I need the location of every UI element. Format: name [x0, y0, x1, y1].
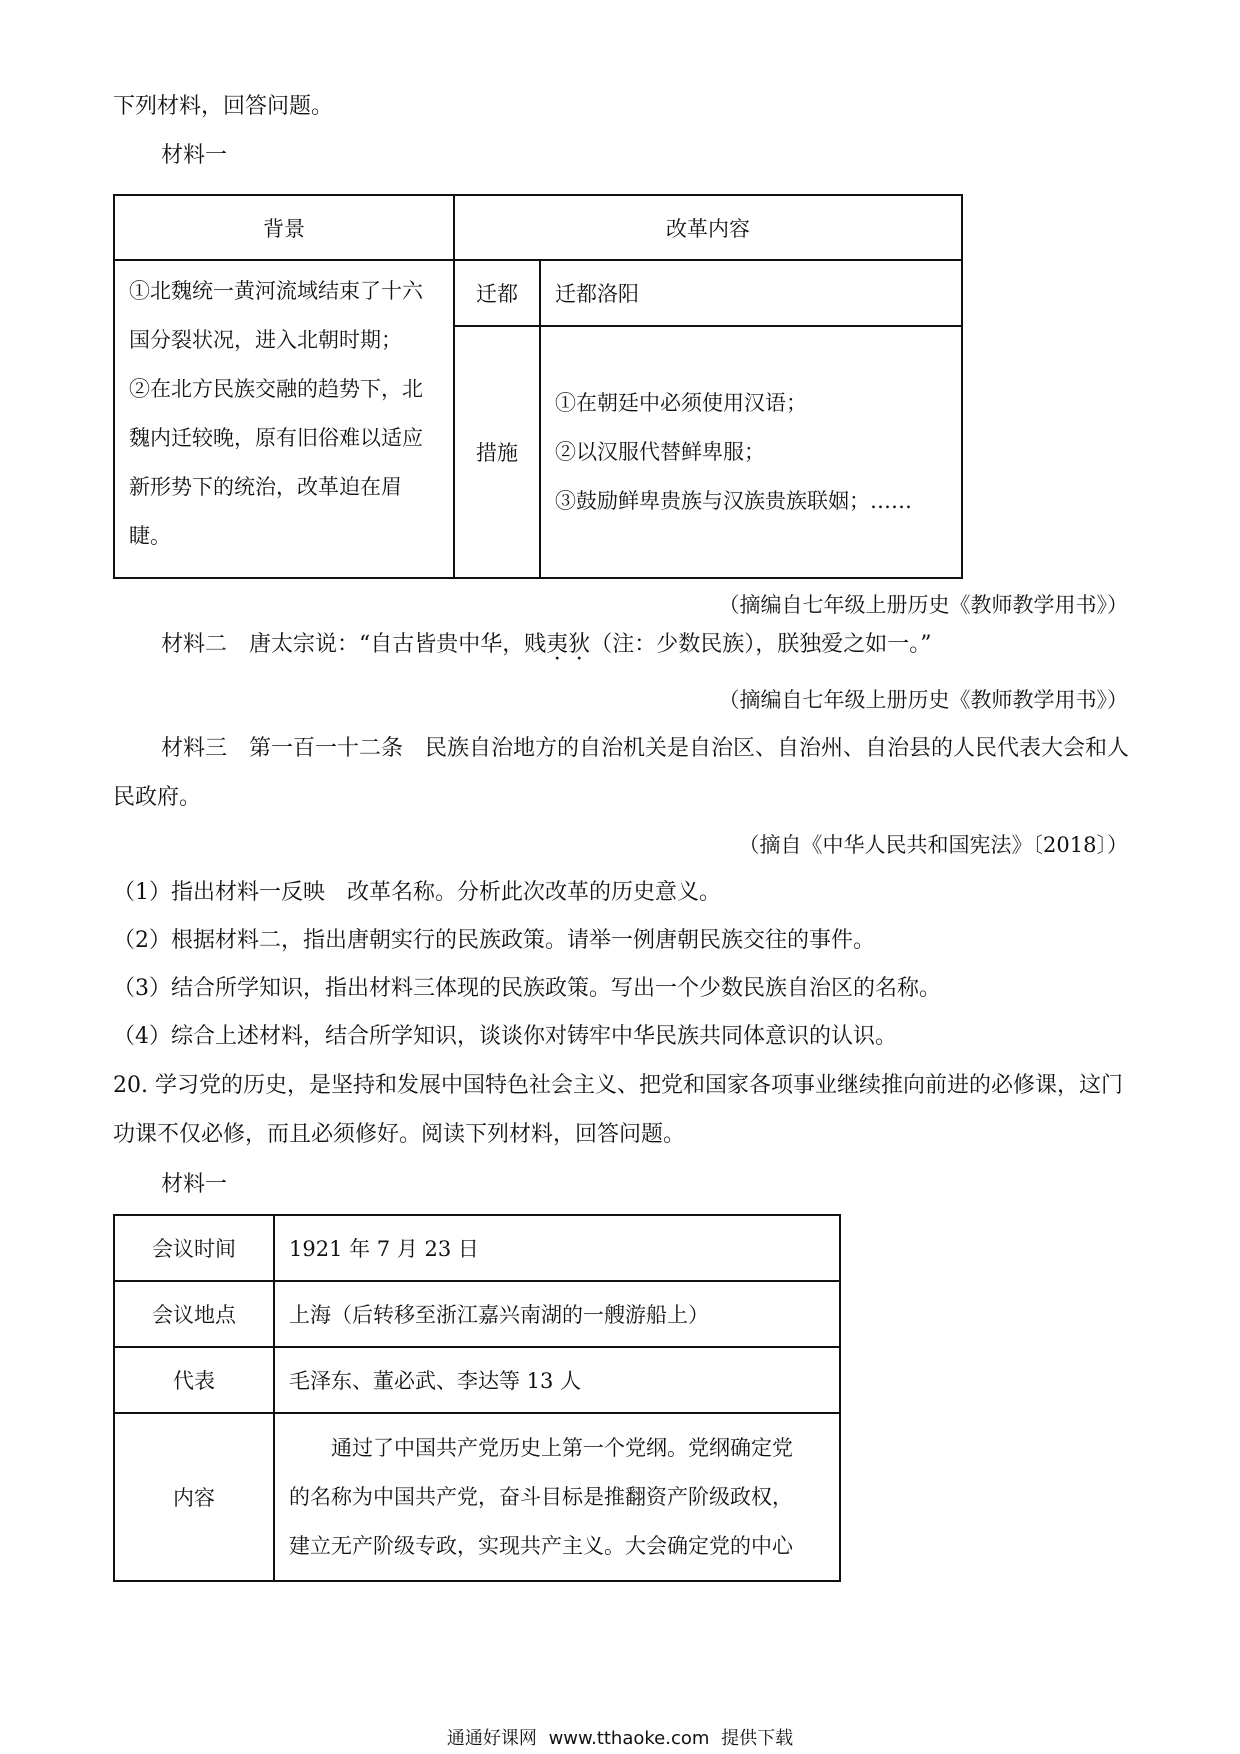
question-item: （2）根据材料二，指出唐朝实行的民族政策。请举一例唐朝民族交往的事件。: [113, 928, 875, 953]
background-line: ②在北方民族交融的趋势下，北: [129, 377, 423, 401]
footer-url-link[interactable]: www.tthaoke.com: [548, 1728, 710, 1749]
question-item: （3）结合所学知识，指出材料三体现的民族政策。写出一个少数民族自治区的名称。: [113, 976, 941, 1001]
meeting-row-value: 1921 年 7 月 23 日: [274, 1215, 840, 1281]
measure-line: ③鼓励鲜卑贵族与汉族贵族联姻；……: [555, 488, 912, 513]
table-header-background: 背景: [114, 195, 454, 260]
source-citation: （摘编自七年级上册历史《教师教学用书》）: [718, 593, 1128, 617]
footer-site-name: 通通好课网: [446, 1728, 537, 1749]
background-line: 新形势下的统治，改革迫在眉: [129, 475, 402, 499]
question-item: （1）指出材料一反映 改革名称。分析此次改革的历史意义。: [113, 880, 721, 905]
measure-line: ①在朝廷中必须使用汉语；: [555, 390, 807, 415]
reform-table: [113, 194, 963, 579]
content-line: 的名称为中国共产党，奋斗目标是推翻资产阶级政权，: [289, 1484, 793, 1509]
question-item: （4）综合上述材料，结合所学知识，谈谈你对铸牢中华民族共同体意识的认识。: [113, 1024, 897, 1049]
background-line: 睫。: [129, 524, 171, 548]
row-label-measures: 措施: [454, 326, 540, 578]
meeting-content-cell: [274, 1413, 840, 1581]
material3-line: 民政府。: [113, 785, 202, 810]
source-citation: （摘自《中华人民共和国宪法》〔2018〕）: [738, 833, 1128, 857]
meeting-row-value: 毛泽东、董必武、李达等 13 人: [274, 1347, 840, 1413]
meeting-row-label: 会议时间: [114, 1215, 274, 1281]
background-line: ①北魏统一黄河流域结束了十六: [129, 279, 423, 303]
meeting-row-label: 会议地点: [114, 1281, 274, 1347]
material2-text: （注：少数民族），朕独爱之如一。”: [590, 632, 932, 657]
measures-cell: [540, 326, 962, 578]
measure-line: ②以汉服代替鲜卑服；: [555, 439, 765, 464]
source-citation: （摘编自七年级上册历史《教师教学用书》）: [718, 688, 1128, 712]
meeting-row-value: 上海（后转移至浙江嘉兴南湖的一艘游船上）: [274, 1281, 840, 1347]
question-20-line: 20. 学习党的历史，是坚持和发展中国特色社会主义、把党和国家各项事业继续推向前进的必修课，这门: [113, 1073, 1123, 1098]
question-20-line: 功课不仅必修，而且必须修好。阅读下列材料，回答问题。: [113, 1122, 686, 1147]
material-label: 材料一: [161, 1172, 228, 1197]
meeting-row-label: 内容: [114, 1413, 274, 1581]
emphasized-char: 夷: [546, 632, 569, 657]
row-label-relocation: 迁都: [454, 260, 540, 326]
background-line: 国分裂状况，进入北朝时期；: [129, 328, 402, 352]
background-cell: [114, 260, 454, 578]
material2-text: 材料二 唐太宗说：“自古皆贵中华，贱: [161, 632, 547, 657]
background-line: 魏内迁较晚，原有旧俗难以适应: [129, 426, 423, 450]
material2-line: [161, 630, 932, 660]
emphasized-char: 狄: [568, 632, 591, 657]
meeting-row-label: 代表: [114, 1347, 274, 1413]
table-header-reform: 改革内容: [454, 195, 962, 260]
meeting-table: [113, 1214, 841, 1582]
page-footer: [0, 1724, 1240, 1750]
content-line: 建立无产阶级专政，实现共产主义。大会确定党的中心: [289, 1533, 793, 1558]
material-label: 材料一: [161, 143, 228, 168]
footer-action: 提供下载: [721, 1728, 794, 1749]
intro-line: 下列材料，回答问题。: [113, 94, 334, 119]
row-content-relocation: 迁都洛阳: [540, 260, 962, 326]
content-line: 通过了中国共产党历史上第一个党纲。党纲确定党: [331, 1435, 793, 1460]
material3-line: 材料三 第一百一十二条 民族自治地方的自治机关是自治区、自治州、自治县的人民代表大会和人: [161, 736, 1130, 761]
